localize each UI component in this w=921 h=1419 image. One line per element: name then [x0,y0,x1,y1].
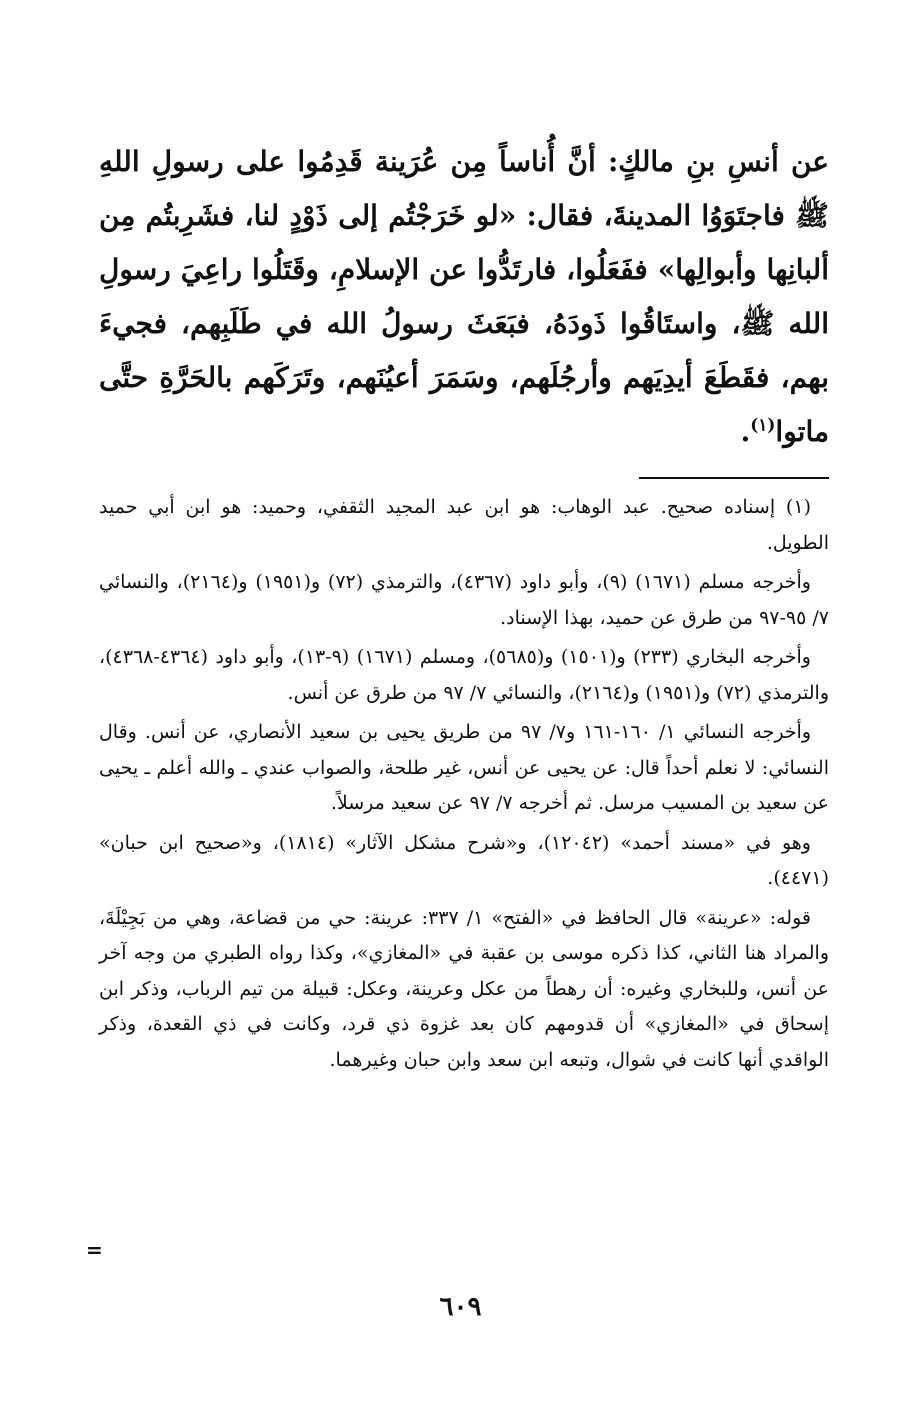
continuation-mark: = [86,1238,103,1262]
page-number: ٦٠٩ [439,1292,482,1322]
footnote-paragraph: وهو في «مسند أحمد» (١٢٠٤٢)، و«شرح مشكل الآثار» (١٨١٤)، و«صحيح ابن حبان» (٤٤٧١). [99,831,829,889]
hadith-body: عن أنسِ بنِ مالكٍ: أنَّ أُناساً مِن عُرَينة قَدِمُوا على رسولِ اللهِ ﷺ فاجتَوَوُا المدينةَ، فقال: «لو خَرَجْتُم إلى ذَوْدٍ لنا، فشَرِبتُم مِن ألبانِها وأبوالِها» ففَعَلُوا، فارتَدُّوا عن الإسلامِ، وقَتَلُوا راعِيَ رسولِ الله ﷺ، واستَاقُوا ذَودَهُ، فبَعَثَ رسولُ الله في طَلَبِهم، فجيءَ بهم، فقَطَعَ أيدِيَهم وأرجُلَهم، وسَمَرَ أعيُنَهم، وتَرَكَهم بالحَرَّةِ حتَّى ماتوا [99,145,829,448]
end-punctuation: . [740,415,751,448]
footnote-paragraph: وأخرجه مسلم (١٦٧١) (٩)، وأبو داود (٤٣٦٧)، والترمذي (٧٢) و(١٩٥١) و(٢١٦٤)، والنسائي ٧/ ٩٥-٩٧ من طرق عن حميد، بهذا الإسناد. [99,571,829,629]
footnote-paragraph: قوله: «عرينة» قال الحافظ في «الفتح» ١/ ٣٣٧: عرينة: حي من قضاعة، وهي من بَجِيْلَةَ، والمراد هنا الثاني، كذا ذكره موسى بن عقبة في «المغازي»، وكذا رواه الطبري من وجه آخر عن أنس، وللبخاري وغيره: أن رهطاً من عكل وعرينة، وعكل: قبيلة من تيم الرباب، وذكر ابن إسحاق في «المغازي» أن قدومهم كان بعد غزوة ذي قرد، وكانت في ذي القعدة، وذكر الواقدي أنها كانت في شوال، وتبعه ابن سعد وابن حبان وغيرهما. [99,906,829,1071]
footnote-reference: (١) [750,415,776,436]
footnote-paragraph: وأخرجه البخاري (٢٣٣) و(١٥٠١) و(٥٦٨٥)، ومسلم (١٦٧١) (٩-١٣)، وأبو داود (٤٣٦٤-٤٣٦٨)، والترمذي (٧٢) و(١٩٥١) و(٢١٦٤)، والنسائي ٧/ ٩٧ من طرق عن أنس. [99,646,829,704]
footnote-divider [639,477,829,479]
footnote-paragraph: (١) إسناده صحيح. عبد الوهاب: هو ابن عبد المجيد الثقفي، وحميد: هو ابن أبي حميد الطويل. [99,496,829,554]
footnote-paragraph: وأخرجه النسائي ١/ ١٦٠-١٦١ و٧/ ٩٧ من طريق يحيى بن سعيد الأنصاري، عن أنس. وقال النسائي: لا نعلم أحداً قال: عن يحيى عن أنس، غير طلحة، والصواب عندي ـ والله أعلم ـ يحيى عن سعيد بن المسيب مرسل. ثم أخرجه ٧/ ٩٧ عن سعيد مرسلاً. [99,721,829,814]
footnotes-section [99,490,829,1082]
hadith-paragraph [99,135,829,459]
hadith-text [99,135,829,459]
